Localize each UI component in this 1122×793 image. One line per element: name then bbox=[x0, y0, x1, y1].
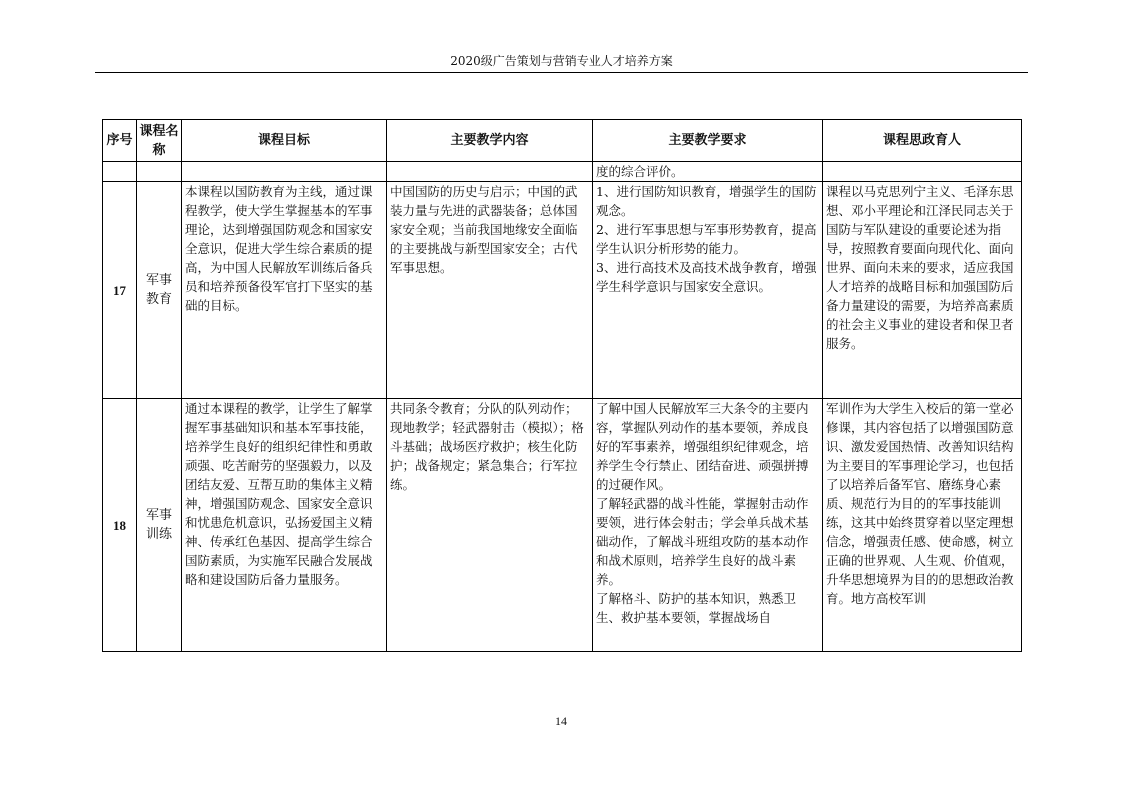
col-header-ideology: 课程思政育人 bbox=[823, 120, 1022, 162]
cell-content: 中国国防的历史与启示；中国的武装力量与先进的武器装备；总体国家安全观；当前我国地缘安全面临的主要挑战与新型国家安全；古代军事思想。 bbox=[387, 182, 593, 399]
col-header-content: 主要教学内容 bbox=[387, 120, 593, 162]
col-header-requirement: 主要教学要求 bbox=[593, 120, 823, 162]
col-header-seq: 序号 bbox=[103, 120, 137, 162]
cell-seq: 18 bbox=[103, 399, 137, 652]
cell-course-name: 军事教育 bbox=[137, 182, 182, 399]
col-header-goal: 课程目标 bbox=[182, 120, 387, 162]
cell-ideology: 军训作为大学生入校后的第一堂必修课，其内容包括了以增强国防意识、激发爱国热情、改善知识结构为主要目的军事理论学习，也包括了以培养后备军官、磨练身心素质、规范行为目的的军事技能训练，这其中始终贯穿着以坚定理想信念，增强责任感、使命感，树立正确的世界观、人生观、价值观，升华思想境界为目的的思想政治教育。地方高校军训 bbox=[823, 399, 1022, 652]
table-row bbox=[103, 399, 1022, 652]
col-header-name: 课程名称 bbox=[137, 120, 182, 162]
cell-goal: 通过本课程的教学，让学生了解掌握军事基础知识和基本军事技能，培养学生良好的组织纪律性和勇敢顽强、吃苦耐劳的坚强毅力，以及团结友爱、互帮互助的集体主义精神，增强国防观念、国家安全意识和忧患危机意识，弘扬爱国主义精神、传承红色基因、提高学生综合国防素质，为实施军民融合发展战略和建设国防后备力量服务。 bbox=[182, 399, 387, 652]
cell-goal: 本课程以国防教育为主线，通过课程教学，使大学生掌握基本的军事理论，达到增强国防观念和国家安全意识，促进大学生综合素质的提高，为中国人民解放军训练后备兵员和培养预备役军官打下坚实的基础的目标。 bbox=[182, 182, 387, 399]
cell-content: 共同条令教育；分队的队列动作；现地教学；轻武器射击（模拟）；格斗基础；战场医疗救护；核生化防护；战备规定；紧急集合；行军拉练。 bbox=[387, 399, 593, 652]
cell-ideology: 课程以马克思列宁主义、毛泽东思想、邓小平理论和江泽民同志关于国防与军队建设的重要论述为指导，按照教育要面向现代化、面向世界、面向未来的要求，适应我国人才培养的战略目标和加强国防后备力量建设的需要，为培养高素质的社会主义事业的建设者和保卫者服务。 bbox=[823, 182, 1022, 399]
table-row-continuation bbox=[103, 162, 1022, 182]
cell-empty bbox=[137, 162, 182, 182]
header-rule bbox=[95, 72, 1028, 73]
table-header-row bbox=[103, 120, 1022, 162]
cell-empty bbox=[387, 162, 593, 182]
cell-requirement-continued: 度的综合评价。 bbox=[593, 162, 823, 182]
cell-seq: 17 bbox=[103, 182, 137, 399]
table-row bbox=[103, 182, 1022, 399]
cell-empty bbox=[823, 162, 1022, 182]
cell-empty bbox=[103, 162, 137, 182]
page-header: 2020级广告策划与营销专业人才培养方案 bbox=[450, 54, 673, 68]
cell-requirement: 了解中国人民解放军三大条令的主要内容，掌握队列动作的基本要领，养成良好的军事素养，增强组织纪律观念，培养学生令行禁止、团结奋进、顽强拼搏的过硬作风。 了解轻武器的战斗性能，掌握射击动作要领，进行体会射击；学会单兵战术基础动作，了解战斗班组攻防的基本动作和战术原则，培养学生良好的战斗素养。 了解格斗、防护的基本知识，熟悉卫生、救护基本要领，掌握战场自 bbox=[593, 399, 823, 652]
cell-requirement: 1、进行国防知识教育，增强学生的国防观念。 2、进行军事思想与军事形势教育，提高学生认识分析形势的能力。 3、进行高技术及高技术战争教育，增强学生科学意识与国家安全意识。 bbox=[593, 182, 823, 399]
page-number: 14 bbox=[555, 714, 567, 728]
cell-course-name: 军事训练 bbox=[137, 399, 182, 652]
course-table bbox=[102, 119, 1022, 652]
cell-empty bbox=[182, 162, 387, 182]
